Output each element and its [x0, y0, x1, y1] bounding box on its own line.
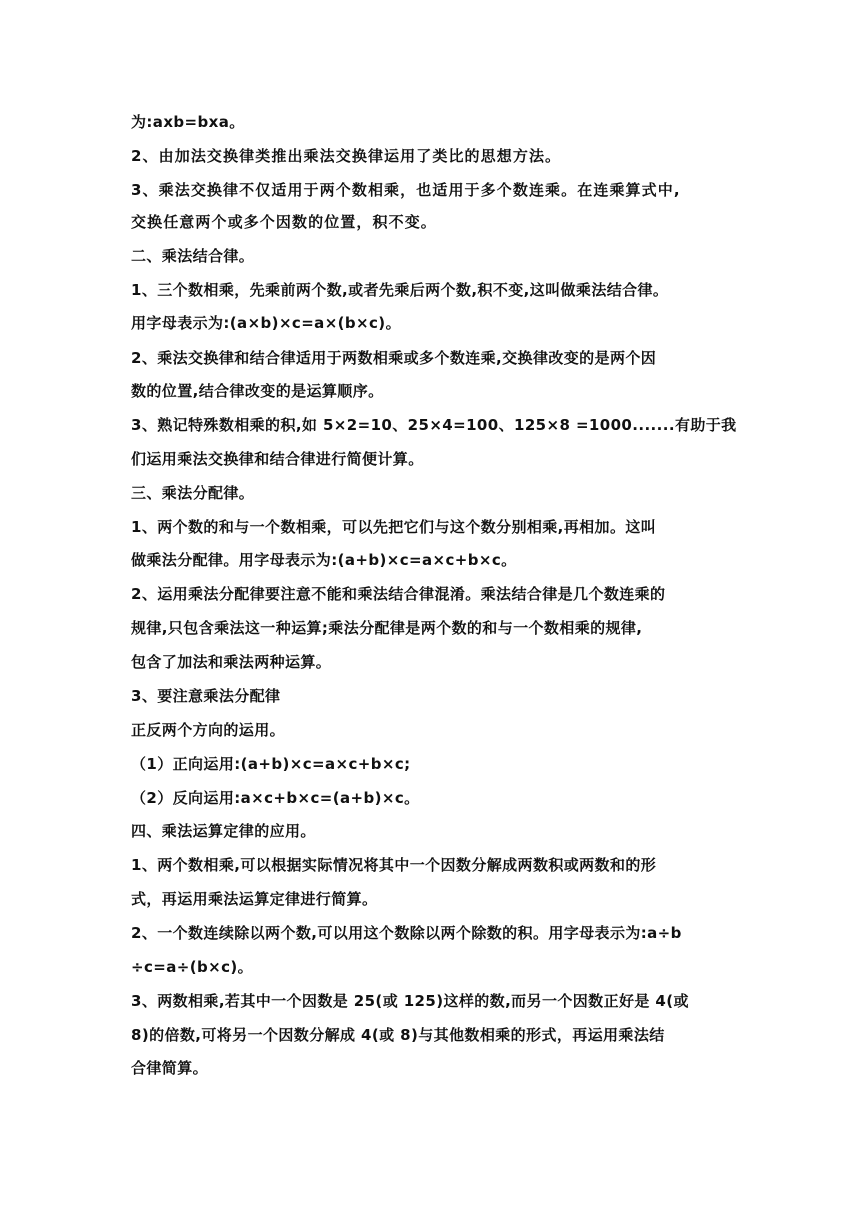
text-line: 3、两数相乘,若其中一个因数是 25(或 125)这样的数,而另一个因数正好是 4(或: [131, 992, 689, 1010]
text-line: 3、要注意乘法分配律: [131, 687, 281, 705]
text-line: 做乘法分配律。用字母表示为:(a+b)×c=a×c+b×c。: [131, 551, 517, 569]
text-line: 正反两个方向的运用。: [131, 721, 286, 739]
text-line: （2）反向运用:a×c+b×c=(a+b)×c。: [131, 789, 420, 807]
text-line: 8)的倍数,可将另一个因数分解成 4(或 8)与其他数相乘的形式，再运用乘法结: [131, 1026, 665, 1044]
section-heading: 三、乘法分配律。: [131, 484, 255, 502]
text-line: 合律简算。: [131, 1059, 209, 1077]
text-line: （1）正向运用:(a+b)×c=a×c+b×c;: [131, 755, 411, 773]
text-line: 2、一个数连续除以两个数,可以用这个数除以两个除数的积。用字母表示为:a÷b: [131, 924, 682, 942]
text-line: ÷c=a÷(b×c)。: [131, 958, 254, 976]
text-line: 数的位置,结合律改变的是运算顺序。: [131, 382, 384, 400]
text-line: 3、熟记特殊数相乘的积,如 5×2=10、25×4=100、125×8 =1000.......有助于我: [131, 416, 737, 434]
text-line: 们运用乘法交换律和结合律进行简便计算。: [131, 450, 424, 468]
text-line: 为:axb=bxa。: [131, 113, 245, 131]
section-heading: 二、乘法结合律。: [131, 247, 255, 265]
text-line: 3、乘法交换律不仅适用于两个数相乘，也适用于多个数连乘。在连乘算式中,: [131, 181, 681, 199]
text-line: 规律,只包含乘法这一种运算;乘法分配律是两个数的和与一个数相乘的规律,: [131, 619, 643, 637]
text-line: 2、运用乘法分配律要注意不能和乘法结合律混淆。乘法结合律是几个数连乘的: [131, 585, 666, 603]
text-line: 2、乘法交换律和结合律适用于两数相乘或多个数连乘,交换律改变的是两个因: [131, 349, 657, 367]
text-line: 1、三个数相乘，先乘前两个数,或者先乘后两个数,积不变,这叫做乘法结合律。: [131, 281, 669, 299]
text-line: 1、两个数的和与一个数相乘，可以先把它们与这个数分别相乘,再相加。这叫: [131, 518, 657, 536]
text-line: 2、由加法交换律类推出乘法交换律运用了类比的思想方法。: [131, 147, 562, 165]
text-line: 交换任意两个或多个因数的位置，积不变。: [131, 213, 437, 231]
text-line: 包含了加法和乘法两种运算。: [131, 653, 332, 671]
section-heading: 四、乘法运算定律的应用。: [131, 822, 316, 840]
text-line: 用字母表示为:(a×b)×c=a×(b×c)。: [131, 314, 401, 332]
text-line: 1、两个数相乘,可以根据实际情况将其中一个因数分解成两数积或两数和的形: [131, 856, 657, 874]
text-line: 式，再运用乘法运算定律进行简算。: [131, 890, 378, 908]
